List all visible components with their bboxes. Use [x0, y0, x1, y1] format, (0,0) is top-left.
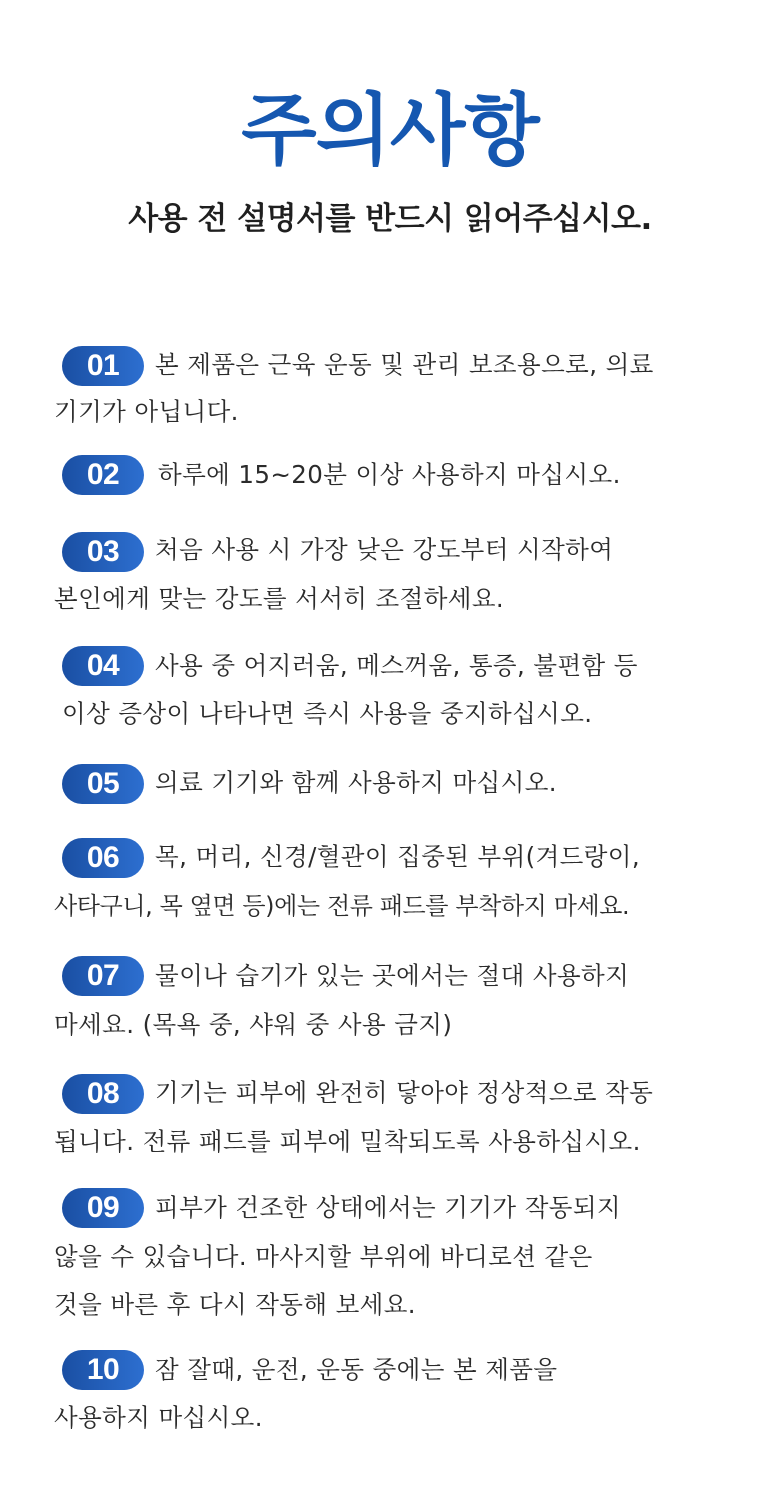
item-number-badge: 01: [62, 346, 144, 386]
item-text-line: 본인에게 맞는 강도를 서서히 조절하세요.: [54, 584, 505, 613]
item-text-line: 기기는 피부에 완전히 닿아야 정상적으로 작동: [155, 1078, 654, 1107]
item-text-line: 사타구니, 목 옆면 등)에는 전류 패드를 부착하지 마세요.: [54, 892, 630, 920]
page-title: 주의사항: [241, 86, 539, 176]
item-text-line: 물이나 습기가 있는 곳에서는 절대 사용하지: [155, 961, 630, 990]
page-subtitle: 사용 전 설명서를 반드시 읽어주십시오.: [128, 201, 652, 237]
item-text-line: 사용 중 어지러움, 메스꺼움, 통증, 불편함 등: [155, 651, 638, 680]
item-number-badge: 07: [62, 956, 144, 996]
item-text-line: 의료 기기와 함께 사용하지 마십시오.: [155, 768, 557, 797]
item-number-badge: 02: [62, 455, 144, 495]
item-number-badge: 05: [62, 764, 144, 804]
item-text-line: 사용하지 마십시오.: [54, 1403, 263, 1432]
item-text-line: 피부가 건조한 상태에서는 기기가 작동되지: [155, 1193, 621, 1222]
item-text-line: 목, 머리, 신경/혈관이 집중된 부위(겨드랑이,: [155, 842, 641, 871]
item-text-line: 기기가 아닙니다.: [54, 397, 239, 426]
item-text-line: 처음 사용 시 가장 낮은 강도부터 시작하여: [155, 535, 614, 564]
item-text-line: 이상 증상이 나타나면 즉시 사용을 중지하십시오.: [62, 699, 593, 728]
item-number-badge: 09: [62, 1188, 144, 1228]
item-number-badge: 03: [62, 532, 144, 572]
item-text-line: 것을 바른 후 다시 작동해 보세요.: [54, 1290, 416, 1319]
item-text-line: 하루에 15~20분 이상 사용하지 마십시오.: [158, 460, 621, 489]
item-number-badge: 06: [62, 838, 144, 878]
item-text-line: 않을 수 있습니다. 마사지할 부위에 바디로션 같은: [54, 1242, 593, 1271]
item-text-line: 마세요. (목욕 중, 샤워 중 사용 금지): [54, 1010, 453, 1039]
item-text-line: 본 제품은 근육 운동 및 관리 보조용으로, 의료: [155, 350, 654, 379]
item-text-line: 됩니다. 전류 패드를 피부에 밀착되도록 사용하십시오.: [54, 1127, 641, 1156]
item-number-badge: 10: [62, 1350, 144, 1390]
item-number-badge: 04: [62, 646, 144, 686]
item-text-line: 잠 잘때, 운전, 운동 중에는 본 제품을: [155, 1355, 558, 1384]
item-number-badge: 08: [62, 1074, 144, 1114]
